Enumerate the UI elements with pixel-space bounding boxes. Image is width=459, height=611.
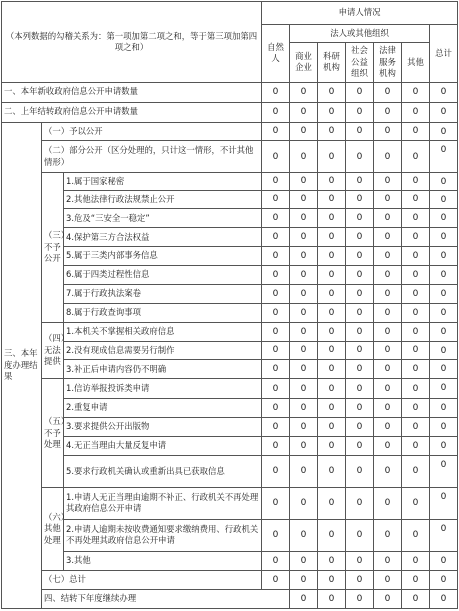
cell-value: 0: [262, 322, 290, 341]
row-label: 2.重复申请: [64, 399, 262, 418]
cell-value: 0: [402, 82, 430, 102]
cell-value: 0: [318, 570, 346, 589]
cell-value: 0: [262, 360, 290, 379]
cell-value: 0: [430, 417, 458, 436]
row-label: 3.要求提供公开出版物: [64, 417, 262, 436]
cell-value: 0: [374, 570, 402, 589]
row-label: （一）予以公开: [42, 122, 262, 141]
cell-value: 0: [346, 228, 374, 247]
cell-value: 0: [262, 190, 290, 209]
table-row: [2, 379, 458, 399]
table-row: [2, 589, 458, 608]
cell-value: 0: [262, 82, 290, 102]
cell-value: 0: [402, 266, 430, 285]
cell-value: 0: [262, 436, 290, 455]
cell-value: 0: [318, 417, 346, 436]
cell-value: 0: [402, 519, 430, 551]
table-row: [2, 82, 458, 102]
cell-value: 0: [318, 519, 346, 551]
cell-value: 0: [318, 455, 346, 487]
cell-value: 0: [374, 303, 402, 322]
cell-value: 0: [346, 102, 374, 122]
cell-value: 0: [346, 341, 374, 360]
row-label: 5.属于三类内部事务信息: [64, 247, 262, 266]
cell-value: 0: [430, 379, 458, 399]
cell-value: 0: [318, 284, 346, 303]
cell-value: 0: [262, 570, 290, 589]
cell-value: 0: [430, 488, 458, 519]
cell-value: 0: [318, 322, 346, 341]
header-law: 法律服务机构: [374, 42, 402, 82]
cell-value: 0: [430, 141, 458, 172]
cell-value: 0: [402, 589, 430, 608]
table-row: [2, 172, 458, 190]
cell-value: 0: [290, 519, 318, 551]
cell-value: 0: [402, 455, 430, 487]
cell-value: 0: [430, 303, 458, 322]
cell-value: 0: [430, 360, 458, 379]
cell-value: 0: [402, 122, 430, 141]
cell-value: 0: [402, 379, 430, 399]
table-row: [2, 488, 458, 519]
cell-value: 0: [290, 209, 318, 228]
cell-value: 0: [290, 570, 318, 589]
cell-value: 0: [290, 341, 318, 360]
row-label: 1.属于国家秘密: [64, 172, 262, 190]
cell-value: 0: [290, 589, 318, 608]
row-label: 8.属于行政查询事项: [64, 303, 262, 322]
table-row: [2, 436, 458, 455]
header-business: 商业企业: [290, 42, 318, 82]
cell-value: 0: [430, 228, 458, 247]
cell-value: 0: [262, 209, 290, 228]
cell-value: 0: [346, 322, 374, 341]
cell-value: 0: [430, 399, 458, 418]
cell-value: 0: [290, 82, 318, 102]
cell-value: 0: [402, 488, 430, 519]
cell-value: 0: [402, 284, 430, 303]
cell-value: 0: [290, 172, 318, 190]
cell-value: 0: [290, 417, 318, 436]
cell-value: 0: [374, 284, 402, 303]
table-row: [2, 284, 458, 303]
cell-value: 0: [318, 172, 346, 190]
table-row: [2, 570, 458, 589]
cell-value: 0: [402, 322, 430, 341]
cell-value: 0: [430, 455, 458, 487]
cell-value: 0: [262, 341, 290, 360]
cell-value: 0: [290, 552, 318, 571]
cell-value: 0: [290, 488, 318, 519]
cell-value: 0: [318, 488, 346, 519]
row-label: 四、结转下年度继续办理: [42, 589, 290, 608]
cell-value: 0: [430, 102, 458, 122]
cell-value: 0: [402, 102, 430, 122]
cell-value: 0: [402, 303, 430, 322]
cell-value: 0: [346, 172, 374, 190]
cell-value: 0: [374, 360, 402, 379]
cell-value: 0: [346, 552, 374, 571]
group-label: （四）无法提供: [42, 322, 64, 379]
cell-value: 0: [402, 190, 430, 209]
cell-value: 0: [318, 360, 346, 379]
table-row: [2, 417, 458, 436]
cell-value: 0: [374, 417, 402, 436]
row-label: 4.保护第三方合法权益: [64, 228, 262, 247]
cell-value: 0: [430, 570, 458, 589]
cell-value: 0: [402, 552, 430, 571]
cell-value: 0: [290, 247, 318, 266]
cell-value: 0: [430, 190, 458, 209]
cell-value: 0: [346, 360, 374, 379]
cell-value: 0: [346, 379, 374, 399]
cell-value: 0: [262, 455, 290, 487]
table-row: [2, 209, 458, 228]
cell-value: 0: [290, 141, 318, 172]
row-label: 1.本机关不掌握相关政府信息: [64, 322, 262, 341]
cell-value: 0: [430, 266, 458, 285]
cell-value: 0: [430, 341, 458, 360]
cell-value: 0: [290, 102, 318, 122]
cell-value: 0: [318, 266, 346, 285]
cell-value: 0: [346, 209, 374, 228]
cell-value: 0: [318, 379, 346, 399]
cell-value: 0: [374, 341, 402, 360]
cell-value: 0: [402, 209, 430, 228]
header-total: 总计: [430, 25, 458, 83]
cell-value: 0: [430, 589, 458, 608]
cell-value: 0: [430, 284, 458, 303]
row-label: （二）部分公开（区分处理的，只计这一情形，不计其他情形）: [42, 141, 262, 172]
table-row: [2, 399, 458, 418]
cell-value: 0: [262, 247, 290, 266]
cell-value: 0: [374, 455, 402, 487]
cell-value: 0: [430, 519, 458, 551]
cell-value: 0: [318, 82, 346, 102]
header-other: 其他: [402, 42, 430, 82]
header-social: 社会公益组织: [346, 42, 374, 82]
header-row-1: [2, 2, 458, 25]
cell-value: 0: [290, 436, 318, 455]
cell-value: 0: [374, 209, 402, 228]
cell-value: 0: [402, 570, 430, 589]
header-applicant: 申请人情况: [262, 2, 458, 25]
cell-value: 0: [374, 399, 402, 418]
cell-value: 0: [346, 303, 374, 322]
row-label: 4.无正当理由大量反复申请: [64, 436, 262, 455]
cell-value: 0: [346, 247, 374, 266]
header-research: 科研机构: [318, 42, 346, 82]
government-info-disclosure-table: [1, 1, 458, 609]
header-note: （本列数据的勾稽关系为：第一项加第二项之和，等于第三项加第四项之和）: [2, 2, 262, 83]
cell-value: 0: [374, 190, 402, 209]
row-label: 一、本年新收政府信息公开申请数量: [2, 82, 262, 102]
cell-value: 0: [346, 417, 374, 436]
cell-value: 0: [346, 82, 374, 102]
table-row: [2, 102, 458, 122]
table-row: [2, 247, 458, 266]
cell-value: 0: [262, 488, 290, 519]
cell-value: 0: [318, 399, 346, 418]
cell-value: 0: [318, 341, 346, 360]
cell-value: 0: [318, 589, 346, 608]
section-three-label: 三、本年度办理结果: [2, 122, 42, 608]
cell-value: 0: [402, 141, 430, 172]
table-row: [2, 552, 458, 571]
cell-value: 0: [430, 552, 458, 571]
row-label: （七）总计: [42, 570, 262, 589]
cell-value: 0: [262, 379, 290, 399]
cell-value: 0: [262, 303, 290, 322]
cell-value: 0: [402, 172, 430, 190]
cell-value: 0: [402, 436, 430, 455]
cell-value: 0: [318, 552, 346, 571]
table-row: [2, 228, 458, 247]
cell-value: 0: [290, 228, 318, 247]
cell-value: 0: [374, 322, 402, 341]
cell-value: 0: [262, 102, 290, 122]
cell-value: 0: [262, 417, 290, 436]
table-row: [2, 341, 458, 360]
cell-value: 0: [374, 228, 402, 247]
cell-value: 0: [318, 209, 346, 228]
cell-value: 0: [374, 82, 402, 102]
table-row: [2, 303, 458, 322]
cell-value: 0: [346, 190, 374, 209]
cell-value: 0: [318, 303, 346, 322]
table-row: [2, 360, 458, 379]
cell-value: 0: [374, 488, 402, 519]
cell-value: 0: [290, 303, 318, 322]
cell-value: 0: [290, 284, 318, 303]
cell-value: 0: [346, 488, 374, 519]
table-row: [2, 141, 458, 172]
cell-value: 0: [346, 141, 374, 172]
cell-value: 0: [290, 455, 318, 487]
cell-value: 0: [318, 102, 346, 122]
row-label: 3.危及“三安全一稳定”: [64, 209, 262, 228]
cell-value: 0: [262, 519, 290, 551]
cell-value: 0: [290, 266, 318, 285]
cell-value: 0: [402, 341, 430, 360]
cell-value: 0: [374, 102, 402, 122]
cell-value: 0: [318, 141, 346, 172]
cell-value: 0: [262, 122, 290, 141]
cell-value: 0: [262, 172, 290, 190]
cell-value: 0: [318, 247, 346, 266]
table-row: [2, 455, 458, 487]
row-label: 7.属于行政执法案卷: [64, 284, 262, 303]
cell-value: 0: [402, 247, 430, 266]
cell-value: 0: [402, 399, 430, 418]
cell-value: 0: [262, 266, 290, 285]
group-label: （六）其他处理: [42, 488, 64, 571]
cell-value: 0: [346, 436, 374, 455]
row-label: 2.没有现成信息需要另行制作: [64, 341, 262, 360]
table-row: [2, 190, 458, 209]
cell-value: 0: [374, 122, 402, 141]
row-label: 1.申请人无正当理由逾期不补正、行政机关不再处理其政府信息公开申请: [64, 488, 262, 519]
cell-value: 0: [430, 172, 458, 190]
row-label: 3.补正后申请内容仍不明确: [64, 360, 262, 379]
row-label: 二、上年结转政府信息公开申请数量: [2, 102, 262, 122]
header-natural-person: 自然人: [262, 25, 290, 83]
report-table-wrapper: [1, 1, 457, 609]
group-label: （三）不予公开: [42, 172, 64, 322]
cell-value: 0: [346, 122, 374, 141]
cell-value: 0: [318, 190, 346, 209]
cell-value: 0: [346, 570, 374, 589]
cell-value: 0: [374, 247, 402, 266]
cell-value: 0: [318, 228, 346, 247]
cell-value: 0: [430, 247, 458, 266]
cell-value: 0: [290, 122, 318, 141]
row-label: 2.申请人逾期未按收费通知要求缴纳费用、行政机关不再处理其政府信息公开申请: [64, 519, 262, 551]
cell-value: 0: [430, 322, 458, 341]
cell-value: 0: [374, 379, 402, 399]
cell-value: 0: [430, 122, 458, 141]
cell-value: 0: [346, 266, 374, 285]
cell-value: 0: [430, 209, 458, 228]
cell-value: 0: [262, 552, 290, 571]
row-label: 2.其他法律行政法规禁止公开: [64, 190, 262, 209]
cell-value: 0: [290, 322, 318, 341]
header-legal-entity: 法人或其他组织: [290, 25, 430, 43]
row-label: 6.属于四类过程性信息: [64, 266, 262, 285]
cell-value: 0: [374, 589, 402, 608]
cell-value: 0: [430, 82, 458, 102]
cell-value: 0: [346, 399, 374, 418]
cell-value: 0: [402, 417, 430, 436]
row-label: 5.要求行政机关确认或重新出具已获取信息: [64, 455, 262, 487]
cell-value: 0: [346, 455, 374, 487]
group-label: （五）不予处理: [42, 379, 64, 488]
table-row: [2, 122, 458, 141]
cell-value: 0: [430, 436, 458, 455]
cell-value: 0: [374, 519, 402, 551]
row-label: 1.信访举报投诉类申请: [64, 379, 262, 399]
cell-value: 0: [290, 360, 318, 379]
cell-value: 0: [346, 519, 374, 551]
table-row: [2, 322, 458, 341]
cell-value: 0: [346, 284, 374, 303]
cell-value: 0: [262, 284, 290, 303]
table-row: [2, 519, 458, 551]
cell-value: 0: [374, 172, 402, 190]
cell-value: 0: [402, 360, 430, 379]
cell-value: 0: [318, 122, 346, 141]
cell-value: 0: [262, 228, 290, 247]
cell-value: 0: [262, 399, 290, 418]
cell-value: 0: [346, 589, 374, 608]
cell-value: 0: [262, 141, 290, 172]
cell-value: 0: [374, 436, 402, 455]
cell-value: 0: [318, 436, 346, 455]
table-row: [2, 266, 458, 285]
cell-value: 0: [374, 552, 402, 571]
cell-value: 0: [374, 141, 402, 172]
cell-value: 0: [402, 228, 430, 247]
cell-value: 0: [290, 190, 318, 209]
row-label: 3.其他: [64, 552, 262, 571]
cell-value: 0: [290, 379, 318, 399]
cell-value: 0: [290, 399, 318, 418]
cell-value: 0: [374, 266, 402, 285]
